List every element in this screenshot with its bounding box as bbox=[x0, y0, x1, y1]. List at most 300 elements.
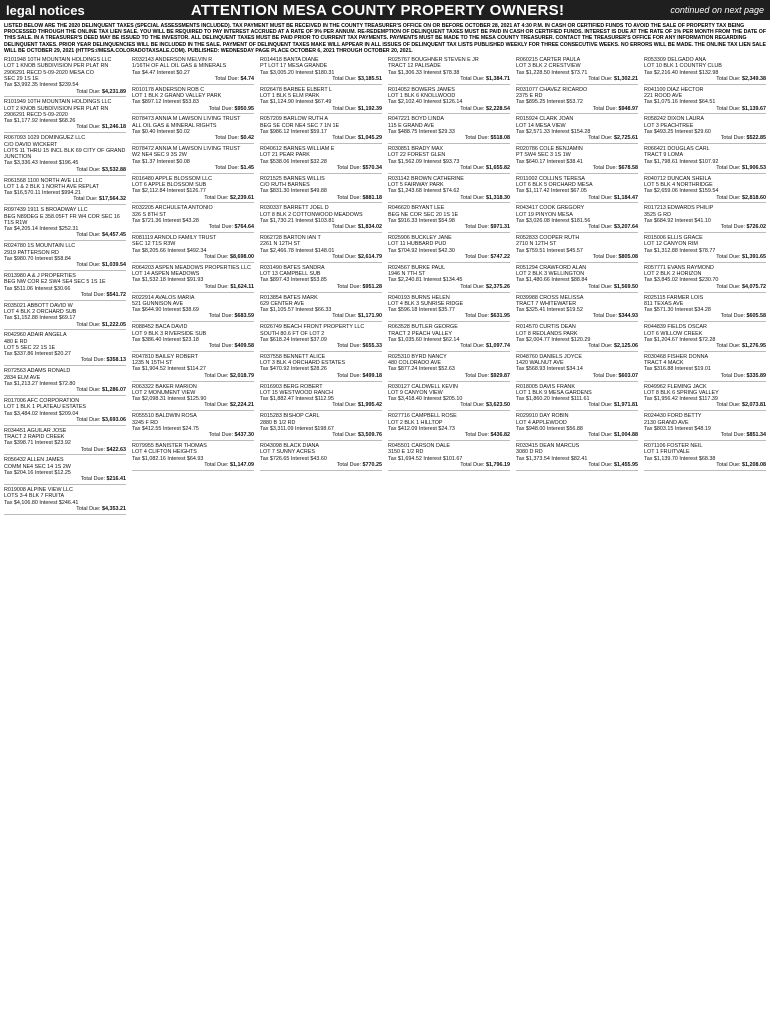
total-due-amount: $541.72 bbox=[106, 291, 126, 298]
tax-entry-description: R016903 BERG ROBERT LOT 15 WESTWOOD RANCH Tax $1,882.47 Interest $112.95 bbox=[260, 383, 334, 403]
tax-entry bbox=[388, 295, 510, 323]
total-due-amount: $2,125.06 bbox=[614, 343, 638, 350]
total-due-amount: $2,725.61 bbox=[614, 135, 638, 142]
tax-entry bbox=[388, 443, 510, 471]
tax-entry-description: R024567 BURKE PAUL 1946 N 7TH ST Tax $2,240.81 Interest $134.45 bbox=[388, 264, 463, 284]
tax-entry bbox=[132, 116, 254, 144]
tax-entry-total bbox=[132, 462, 254, 468]
tax-entry bbox=[644, 205, 766, 233]
tax-entry bbox=[132, 413, 254, 441]
total-due-amount: $1.45 bbox=[240, 164, 254, 171]
total-due-amount: $3,532.88 bbox=[102, 166, 126, 173]
total-due-label: Total Due: bbox=[214, 75, 241, 82]
total-due-amount: $518.08 bbox=[490, 135, 510, 142]
tax-entry bbox=[388, 235, 510, 263]
tax-entry bbox=[644, 176, 766, 204]
tax-entry bbox=[516, 324, 638, 352]
tax-entry-description: R031077 CHAVEZ RICARDO 2375 E RD Tax $895.25 Interest $53.72 bbox=[516, 86, 588, 106]
tax-entry-description: R053309 DELGADO ANA LOT 10 BLK 1 COUNTRY CLUB Tax $2,216.40 Interest $132.98 bbox=[644, 57, 722, 76]
tax-entry-total bbox=[260, 106, 382, 112]
total-due-label: Total Due: bbox=[588, 194, 615, 201]
tax-entry bbox=[644, 265, 766, 293]
tax-entry-total bbox=[132, 195, 254, 201]
tax-entry bbox=[260, 443, 382, 471]
tax-entry bbox=[644, 146, 766, 174]
total-due-label: Total Due: bbox=[332, 313, 359, 320]
total-due-label: Total Due: bbox=[73, 196, 100, 203]
tax-entry-total bbox=[388, 402, 510, 408]
total-due-amount: $603.07 bbox=[618, 372, 638, 379]
tax-entry-total bbox=[388, 76, 510, 82]
tax-entry bbox=[644, 324, 766, 352]
tax-entry-total bbox=[4, 89, 126, 95]
tax-entry bbox=[132, 235, 254, 263]
tax-entry-total bbox=[644, 373, 766, 379]
tax-entry-total bbox=[644, 195, 766, 201]
tax-entry bbox=[644, 57, 766, 85]
total-due-amount: $4,075.72 bbox=[742, 283, 766, 290]
tax-entry-description: R088452 BACA DAVID LOT 9 BLK 3 RIVERSIDE SUB Tax $386.40 Interest $23.18 bbox=[132, 324, 207, 343]
tax-entry-description: R017213 EDWARDS PHILIP 3525 G RD Tax $684.92 Interest $41.10 bbox=[644, 205, 714, 225]
tax-entry-description: R078472 ANNIA M LAWSON LIVING TRUST W2 NE4 SEC 9 3S 2W Tax $1.37 Interest $0.08 bbox=[132, 146, 241, 165]
tax-entry bbox=[260, 57, 382, 85]
tax-entry bbox=[388, 205, 510, 233]
tax-entry-total bbox=[516, 284, 638, 290]
tax-entry-description: R057209 BARLOW RUTH A BEG SE COR NE4 SEC 7 1N 1E Tax $986.12 Interest $59.17 bbox=[260, 116, 340, 135]
total-due-label: Total Due: bbox=[76, 416, 103, 423]
tax-entry-total bbox=[260, 165, 382, 171]
tax-entry-total bbox=[516, 432, 638, 438]
tax-entry-description: R027716 CAMPBELL ROSE LOT 2 BLK 1 HILLTOP Tax $412.09 Interest $24.73 bbox=[388, 413, 457, 432]
tax-entry-description: R015283 BISHOP CARL 2880 B 1/2 RD Tax $3,311.09 Interest $198.67 bbox=[260, 413, 334, 432]
total-due-label: Total Due: bbox=[80, 291, 107, 298]
tax-entry-description: R035021 ABBOTT DAVID W LOT 4 BLK 2 ORCHARD SUB Tax $1,152.88 Interest $69.17 bbox=[4, 302, 77, 322]
tax-entry-description: R101948 10TH MOUNTAIN HOLDINGS LLC LOT 1 KNOB SUBDIVISION PER PLAT RN 2906291 RECD 5-09-2020 MESA CO SEC 29 1S 1E Tax $3,992.35 Interest $239.54 bbox=[4, 57, 112, 89]
total-due-amount: $1,276.95 bbox=[742, 343, 766, 350]
tax-entry-total bbox=[644, 135, 766, 141]
tax-entry-description: R010178 ANDERSON ROB C LOT 1 BLK 2 GRAND VALLEY PARK Tax $897.12 Interest $53.83 bbox=[132, 86, 222, 106]
tax-entry bbox=[260, 205, 382, 233]
total-due-label: Total Due: bbox=[80, 357, 107, 364]
total-due-label: Total Due: bbox=[716, 194, 743, 201]
tax-entry-description: R025115 FARMER LOIS 811 TEXAS AVE Tax $571.30 Interest $34.28 bbox=[644, 294, 711, 314]
tax-entry bbox=[4, 243, 126, 271]
tax-entry-description: R044839 FIELDS OSCAR LOT 6 WILLOW CREEK Tax $1,204.67 Interest $72.28 bbox=[644, 324, 716, 343]
total-due-label: Total Due: bbox=[336, 283, 363, 290]
tax-entry-total bbox=[132, 165, 254, 171]
total-due-label: Total Due: bbox=[464, 224, 491, 231]
tax-entry-description: R042960 ADAIR ANGELA 480 E RD LOT 5 SEC 22 1S 1E Tax $337.86 Interest $20.27 bbox=[4, 332, 71, 358]
tax-entry bbox=[4, 368, 126, 396]
total-due-amount: $3,509.76 bbox=[358, 432, 382, 439]
total-due-amount: $683.59 bbox=[234, 313, 254, 320]
tax-entry-total bbox=[260, 343, 382, 349]
tax-entry-total bbox=[260, 76, 382, 82]
tax-entry-description: R021525 BARNES WILLIS C/O RUTH BARNES Tax $831.30 Interest $49.88 bbox=[260, 175, 327, 195]
tax-entry-description: R052833 COOPER RUTH 2710 N 12TH ST Tax $759.51 Interest $45.57 bbox=[516, 235, 583, 254]
total-due-amount: $1,834.02 bbox=[358, 224, 382, 231]
tax-entry-total bbox=[132, 135, 254, 141]
total-due-amount: $4,353.21 bbox=[102, 505, 126, 512]
total-due-label: Total Due: bbox=[460, 105, 487, 112]
total-due-amount: $2,239.61 bbox=[230, 194, 254, 201]
tax-entry bbox=[388, 265, 510, 293]
tax-entry bbox=[516, 265, 638, 293]
total-due-label: Total Due: bbox=[204, 461, 231, 468]
tax-entry-total bbox=[260, 432, 382, 438]
tax-entry-total bbox=[132, 224, 254, 230]
tax-entry-description: R055510 BALDWIN ROSA 3245 F RD Tax $412.55 Interest $24.75 bbox=[132, 413, 199, 432]
total-due-amount: $1,302.21 bbox=[614, 75, 638, 82]
tax-entry-description: R048760 DANIELS JOYCE 1420 WALNUT AVE Tax $568.93 Interest $34.14 bbox=[516, 353, 583, 373]
total-due-amount: $678.58 bbox=[618, 164, 638, 171]
total-due-label: Total Due: bbox=[332, 224, 359, 231]
total-due-label: Total Due: bbox=[716, 75, 743, 82]
tax-entry-description: R040712 DUNCAN SHEILA LOT 5 BLK 4 NORTHRIDGE Tax $2,659.06 Interest $159.54 bbox=[644, 175, 719, 195]
total-due-label: Total Due: bbox=[460, 402, 487, 409]
total-due-label: Total Due: bbox=[720, 432, 747, 439]
tax-entry-description: R063528 BUTLER GEORGE TRACT 2 PEACH VALLEY Tax $1,035.60 Interest $62.14 bbox=[388, 324, 460, 343]
tax-entry bbox=[388, 384, 510, 412]
total-due-label: Total Due: bbox=[716, 461, 743, 468]
total-due-label: Total Due: bbox=[204, 283, 231, 290]
tax-entry bbox=[516, 413, 638, 441]
total-due-label: Total Due: bbox=[588, 343, 615, 350]
page-header bbox=[0, 0, 770, 20]
total-due-label: Total Due: bbox=[588, 402, 615, 409]
total-due-label: Total Due: bbox=[460, 194, 487, 201]
tax-entry-total bbox=[644, 165, 766, 171]
tax-entry-description: R079955 BANISTER THOMAS LOT 4 CLIFTON HEIGHTS Tax $1,082.16 Interest $64.93 bbox=[132, 442, 207, 462]
tax-entry-total bbox=[260, 402, 382, 408]
tax-entry bbox=[388, 324, 510, 352]
tax-entry bbox=[132, 57, 254, 85]
total-due-label: Total Due: bbox=[464, 135, 491, 142]
total-due-label: Total Due: bbox=[332, 135, 359, 142]
tax-entry bbox=[644, 413, 766, 441]
total-due-amount: $971.31 bbox=[490, 224, 510, 231]
tax-entry bbox=[644, 354, 766, 382]
tax-entry bbox=[132, 354, 254, 382]
total-due-label: Total Due: bbox=[76, 88, 103, 95]
tax-entry-total bbox=[260, 254, 382, 260]
tax-entry bbox=[388, 176, 510, 204]
tax-entry-description: R015924 CLARK JOAN LOT 14 MESA VIEW Tax $2,571.33 Interest $154.28 bbox=[516, 116, 591, 135]
tax-column-2 bbox=[132, 57, 254, 1016]
total-due-amount: $1,286.07 bbox=[102, 387, 126, 394]
total-due-amount: $1,222.05 bbox=[102, 321, 126, 328]
total-due-label: Total Due: bbox=[336, 461, 363, 468]
tax-entry-description: R037558 BENNETT ALICE LOT 3 BLK 4 ORCHARD ESTATES Tax $470.92 Interest $28.26 bbox=[260, 353, 346, 373]
total-due-label: Total Due: bbox=[464, 254, 491, 261]
total-due-label: Total Due: bbox=[460, 283, 487, 290]
tax-entry-total bbox=[388, 373, 510, 379]
tax-entry-total bbox=[4, 357, 126, 363]
tax-entry-total bbox=[516, 76, 638, 82]
total-due-label: Total Due: bbox=[460, 164, 487, 171]
tax-entry-total bbox=[4, 124, 126, 130]
tax-entry-description: R019008 ALPINE VIEW LLC LOTS 3-4 BLK 7 FRUITA Tax $4,106.80 Interest $246.41 bbox=[4, 487, 79, 506]
total-due-amount: $805.08 bbox=[618, 254, 638, 261]
tax-entry bbox=[132, 295, 254, 323]
tax-entry-total bbox=[4, 417, 126, 423]
total-due-amount: $0.42 bbox=[240, 135, 254, 142]
total-due-label: Total Due: bbox=[588, 135, 615, 142]
total-due-label: Total Due: bbox=[588, 75, 615, 82]
total-due-label: Total Due: bbox=[332, 432, 359, 439]
total-due-amount: $1,147.09 bbox=[230, 461, 254, 468]
tax-entry bbox=[644, 443, 766, 471]
total-due-label: Total Due: bbox=[76, 387, 103, 394]
total-due-label: Total Due: bbox=[460, 75, 487, 82]
tax-entry-description: R024780 1S MOUNTAIN LLC 2919 PATTERSON RD Tax $980.70 Interest $58.84 bbox=[4, 243, 76, 262]
tax-entry-description: R030851 BRADY MAX LOT 22 FOREST GLEN Tax $1,562.09 Interest $93.73 bbox=[388, 146, 460, 165]
total-due-label: Total Due: bbox=[332, 402, 359, 409]
tax-entry-description: R063322 BAKER MARION LOT 2 MONUMENT VIEW Tax $2,098.31 Interest $125.90 bbox=[132, 383, 207, 403]
tax-entry-total bbox=[388, 432, 510, 438]
total-due-amount: $8,698.00 bbox=[230, 254, 254, 261]
total-due-amount: $3,185.51 bbox=[358, 75, 382, 82]
tax-entry-total bbox=[132, 402, 254, 408]
total-due-label: Total Due: bbox=[716, 343, 743, 350]
tax-entry-total bbox=[644, 343, 766, 349]
total-due-amount: $4.74 bbox=[240, 75, 254, 82]
total-due-amount: $1,208.08 bbox=[742, 461, 766, 468]
total-due-label: Total Due: bbox=[464, 372, 491, 379]
total-due-label: Total Due: bbox=[204, 372, 231, 379]
tax-entry-description: R062728 BARTON IAN T 2261 N 12TH ST Tax $2,466.78 Interest $148.01 bbox=[260, 235, 335, 254]
total-due-amount: $1,171.90 bbox=[358, 313, 382, 320]
total-due-label: Total Due: bbox=[336, 194, 363, 201]
tax-entry-description: R034451 AGUILAR JOSE TRACT 2 RAPID CREEK Tax $398.71 Interest $23.92 bbox=[4, 427, 71, 447]
tax-entry-description: R071106 FOSTER NEIL LOT 1 FRUITVALE Tax $1,139.70 Interest $68.38 bbox=[644, 442, 716, 462]
total-due-label: Total Due: bbox=[80, 476, 107, 483]
tax-entry-total bbox=[4, 506, 126, 512]
total-due-label: Total Due: bbox=[336, 343, 363, 350]
tax-entry-total bbox=[132, 106, 254, 112]
total-due-label: Total Due: bbox=[460, 461, 487, 468]
total-due-label: Total Due: bbox=[720, 135, 747, 142]
tax-entry-total bbox=[644, 106, 766, 112]
tax-entry-total bbox=[516, 313, 638, 319]
tax-entry bbox=[516, 87, 638, 115]
tax-entry bbox=[132, 176, 254, 204]
total-due-label: Total Due: bbox=[592, 105, 619, 112]
tax-entry-description: R043098 BLACK DIANA LOT 7 SUNNY ACRES Tax $726.65 Interest $43.60 bbox=[260, 442, 327, 462]
total-due-label: Total Due: bbox=[76, 166, 103, 173]
total-due-label: Total Due: bbox=[336, 164, 363, 171]
tax-entry bbox=[4, 207, 126, 241]
total-due-amount: $437.30 bbox=[234, 432, 254, 439]
tax-entry-description: R025310 BYRD NANCY 480 COLORADO AVE Tax $877.24 Interest $52.63 bbox=[388, 353, 455, 373]
tax-entry-description: R032205 ARCHULETA ANTONIO 326 S 8TH ST Tax $721.36 Interest $43.28 bbox=[132, 205, 213, 225]
total-due-amount: $2,228.54 bbox=[486, 105, 510, 112]
total-due-amount: $1,384.71 bbox=[486, 75, 510, 82]
tax-entry bbox=[516, 205, 638, 233]
tax-entry bbox=[132, 205, 254, 233]
total-due-label: Total Due: bbox=[214, 135, 241, 142]
tax-entry-total bbox=[260, 284, 382, 290]
total-due-label: Total Due: bbox=[588, 224, 615, 231]
tax-entry-total bbox=[516, 462, 638, 468]
tax-entry-total bbox=[516, 373, 638, 379]
total-due-amount: $2,349.38 bbox=[742, 75, 766, 82]
tax-entry-description: R030468 FISHER DONNA TRACT 4 MACK Tax $316.88 Interest $19.01 bbox=[644, 353, 711, 373]
total-due-amount: $499.18 bbox=[362, 372, 382, 379]
total-due-amount: $422.63 bbox=[106, 446, 126, 453]
total-due-label: Total Due: bbox=[716, 164, 743, 171]
tax-entry-description: R026478 BARBEE ELBERT L LOT 1 BLK 5 ELM PARK Tax $1,124.90 Interest $67.49 bbox=[260, 86, 333, 106]
tax-entry-total bbox=[4, 387, 126, 393]
tax-entry bbox=[4, 487, 126, 515]
total-due-amount: $2,224.21 bbox=[230, 402, 254, 409]
total-due-amount: $1,569.50 bbox=[614, 283, 638, 290]
total-due-label: Total Due: bbox=[716, 402, 743, 409]
tax-entry-total bbox=[260, 224, 382, 230]
tax-entry-description: R067093 1029 DOMINGUEZ LLC C/O DAVID WICKERT LOTS 11 THRU 15 INCL BLK 69 CITY OF GRAND JUNCTION Tax $3,336.43 Interest $196.45 bbox=[4, 135, 126, 167]
tax-entry-total bbox=[260, 373, 382, 379]
tax-entry-total bbox=[260, 313, 382, 319]
tax-entry-total bbox=[388, 313, 510, 319]
tax-entry-description: R064203 ASPEN MEADOWS PROPERTIES LLC LOT 14 ASPEN MEADOWS Tax $1,532.18 Interest $91.93 bbox=[132, 264, 251, 284]
tax-entry-total bbox=[388, 224, 510, 230]
tax-entry-description: R013854 BATES MARK 629 CENTER AVE Tax $1,105.57 Interest $66.33 bbox=[260, 294, 332, 314]
tax-entry bbox=[516, 354, 638, 382]
tax-entry bbox=[4, 57, 126, 97]
total-due-amount: $1,624.11 bbox=[230, 283, 254, 290]
tax-entry bbox=[260, 146, 382, 174]
total-due-amount: $948.97 bbox=[618, 105, 638, 112]
tax-entry-description: R051294 CRAWFORD ALAN LOT 2 BLK 3 WELLINGTON Tax $1,480.66 Interest $88.84 bbox=[516, 264, 588, 284]
total-due-amount: $1,097.74 bbox=[486, 343, 510, 350]
tax-entry bbox=[516, 116, 638, 144]
total-due-label: Total Due: bbox=[588, 461, 615, 468]
tax-entry-description: R033415 DEAN MARCUS 3080 D RD Tax $1,373.54 Interest $82.41 bbox=[516, 442, 588, 462]
tax-entry bbox=[132, 87, 254, 115]
tax-entry bbox=[260, 295, 382, 323]
tax-entry-description: R011002 COLLINS TERESA LOT 6 BLK 5 ORCHARD MESA Tax $1,117.42 Interest $67.05 bbox=[516, 175, 593, 195]
tax-entry bbox=[388, 87, 510, 115]
tax-entry-description: R015006 ELLIS GRACE LOT 12 CANYON RIM Tax $1,312.88 Interest $78.77 bbox=[644, 235, 716, 254]
tax-entry bbox=[516, 57, 638, 85]
tax-entry bbox=[516, 176, 638, 204]
tax-entry-description: R047221 BOYD LINDA 115 E GRAND AVE Tax $488.75 Interest $29.33 bbox=[388, 116, 455, 135]
tax-entry-description: R024430 FORD BETTY 2130 GRAND AVE Tax $803.15 Interest $48.19 bbox=[644, 413, 711, 432]
tax-entry bbox=[4, 178, 126, 206]
total-due-label: Total Due: bbox=[76, 505, 103, 512]
tax-entry bbox=[260, 324, 382, 352]
tax-entry-description: R031490 BATES SANDRA LOT 13 CAMPBELL SUB Tax $897.43 Interest $53.85 bbox=[260, 264, 327, 284]
tax-entry bbox=[516, 384, 638, 412]
tax-list-columns bbox=[0, 54, 770, 1016]
total-due-label: Total Due: bbox=[208, 432, 235, 439]
tax-entry-description: R047810 BAILEY ROBERT 1235 N 15TH ST Tax $1,904.52 Interest $114.27 bbox=[132, 353, 206, 373]
total-due-label: Total Due: bbox=[204, 254, 231, 261]
tax-column-4 bbox=[388, 57, 510, 1016]
tax-entry bbox=[260, 176, 382, 204]
tax-entry-total bbox=[260, 195, 382, 201]
tax-entry-description: R029910 DAY ROBIN LOT 4 APPLEWOOD Tax $948.00 Interest $56.88 bbox=[516, 413, 583, 432]
total-due-amount: $929.87 bbox=[490, 372, 510, 379]
tax-entry bbox=[260, 87, 382, 115]
tax-entry-total bbox=[132, 343, 254, 349]
tax-entry-description: R066421 DOUGLAS CARL TRACT 9 LOMA Tax $1,798.61 Interest $107.92 bbox=[644, 146, 719, 165]
tax-entry bbox=[516, 235, 638, 263]
total-due-amount: $3,693.06 bbox=[102, 416, 126, 423]
tax-entry bbox=[4, 428, 126, 456]
tax-entry-total bbox=[132, 373, 254, 379]
tax-entry-description: R014570 CURTIS DEAN LOT 8 REDLANDS PARK Tax $2,004.77 Interest $120.29 bbox=[516, 324, 591, 343]
tax-entry-description: R014052 BOWERS JAMES LOT 1 BLK 6 KNOLLWOOD Tax $2,102.40 Interest $126.14 bbox=[388, 86, 463, 106]
tax-entry bbox=[388, 116, 510, 144]
total-due-label: Total Due: bbox=[588, 283, 615, 290]
total-due-amount: $409.58 bbox=[234, 343, 254, 350]
total-due-amount: $335.89 bbox=[746, 372, 766, 379]
total-due-amount: $3,623.50 bbox=[486, 402, 510, 409]
tax-entry-total bbox=[644, 254, 766, 260]
tax-entry-total bbox=[4, 232, 126, 238]
total-due-label: Total Due: bbox=[76, 262, 103, 269]
total-due-label: Total Due: bbox=[720, 224, 747, 231]
total-due-label: Total Due: bbox=[76, 124, 103, 131]
total-due-label: Total Due: bbox=[592, 164, 619, 171]
tax-entry-description: R020786 COLE BENJAMIN PT SW4 SEC 3 1S 1W Tax $640.17 Interest $38.41 bbox=[516, 146, 583, 165]
tax-entry-total bbox=[4, 322, 126, 328]
tax-entry-description: R046620 BRYANT LEE BEG NE COR SEC 20 1S 1E Tax $916.33 Interest $54.98 bbox=[388, 205, 459, 225]
total-due-amount: $1,184.47 bbox=[614, 194, 638, 201]
tax-entry-description: R013980 A & J PROPERTIES BEG NW COR E2 SW4 SE4 SEC 5 1S 1E Tax $511.06 Interest $30.66 bbox=[4, 272, 106, 292]
tax-entry-total bbox=[4, 476, 126, 482]
tax-entry-total bbox=[388, 195, 510, 201]
tax-entry-description: R061568 1100 NORTH AVE LLC LOT 1 & 2 BLK 1 NORTH AVE REPLAT Tax $16,570.11 Interest $994.21 bbox=[4, 177, 99, 197]
total-due-amount: $1,192.39 bbox=[358, 105, 382, 112]
tax-entry-total bbox=[388, 106, 510, 112]
tax-entry bbox=[388, 57, 510, 85]
tax-entry-total bbox=[388, 165, 510, 171]
total-due-label: Total Due: bbox=[76, 321, 103, 328]
total-due-label: Total Due: bbox=[76, 232, 103, 239]
total-due-amount: $1,045.29 bbox=[358, 135, 382, 142]
tax-entry-total bbox=[388, 135, 510, 141]
total-due-amount: $1,139.67 bbox=[742, 105, 766, 112]
section-name: legal notices bbox=[6, 2, 85, 18]
tax-entry bbox=[644, 295, 766, 323]
total-due-amount: $570.34 bbox=[362, 164, 382, 171]
total-due-label: Total Due: bbox=[208, 105, 235, 112]
total-due-label: Total Due: bbox=[332, 75, 359, 82]
tax-entry-total bbox=[132, 284, 254, 290]
tax-entry-description: R018005 DAVIS FRANK LOT 1 BLK 9 MESA GARDENS Tax $1,860.20 Interest $111.61 bbox=[516, 383, 592, 403]
total-due-label: Total Due: bbox=[332, 254, 359, 261]
total-due-label: Total Due: bbox=[592, 254, 619, 261]
total-due-label: Total Due: bbox=[208, 343, 235, 350]
total-due-amount: $3,207.64 bbox=[614, 224, 638, 231]
tax-entry-description: R040193 BURNS HELEN LOT 4 BLK 3 SUNRISE RIDGE Tax $596.18 Interest $35.77 bbox=[388, 294, 464, 314]
tax-entry-total bbox=[4, 167, 126, 173]
tax-entry bbox=[260, 265, 382, 293]
total-due-label: Total Due: bbox=[204, 402, 231, 409]
tax-entry-description: R049962 FLEMING JACK LOT 8 BLK 6 SPRING VALLEY Tax $1,956.42 Interest $117.39 bbox=[644, 383, 719, 403]
total-due-label: Total Due: bbox=[336, 372, 363, 379]
tax-entry-description: R030127 CALDWELL KEVIN LOT 9 CANYON VIEW Tax $3,418.40 Interest $205.10 bbox=[388, 383, 463, 403]
tax-entry-total bbox=[132, 76, 254, 82]
tax-entry bbox=[260, 413, 382, 441]
total-due-amount: $605.58 bbox=[746, 313, 766, 320]
tax-entry bbox=[132, 324, 254, 352]
tax-entry bbox=[260, 384, 382, 412]
total-due-label: Total Due: bbox=[592, 313, 619, 320]
total-due-amount: $881.18 bbox=[362, 194, 382, 201]
